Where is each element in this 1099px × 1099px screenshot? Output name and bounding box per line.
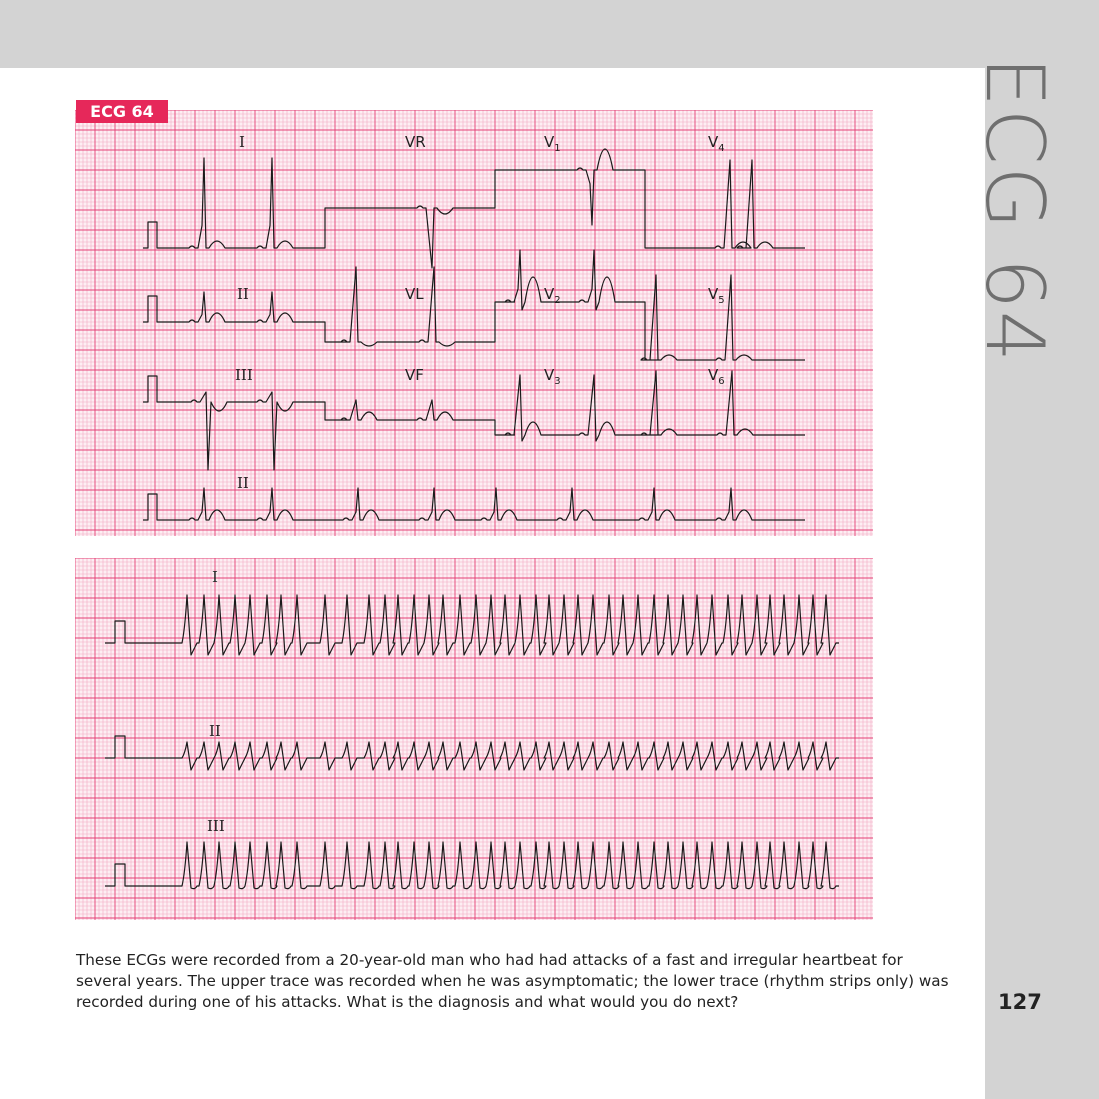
lead-label-VF: VF	[405, 366, 424, 384]
lead-label-II: II	[237, 285, 249, 303]
lead-label-V4: $V_4$	[708, 133, 725, 154]
lead-label-II-rhythm: II	[237, 474, 249, 492]
lead-label-V2: $V_2$	[544, 285, 561, 306]
ecg-grid	[75, 110, 873, 536]
lead-label-V5: $V_5$	[708, 285, 725, 306]
ecg-lower-rhythm-strips	[75, 558, 873, 920]
top-band	[0, 0, 1099, 68]
lead-label-III: III	[235, 366, 253, 384]
lead-label-V6: $V_6$	[708, 366, 725, 387]
lead-label-VL: VL	[405, 285, 424, 303]
lead-label-V1: $V_1$	[544, 133, 561, 154]
lead-label-II: II	[209, 722, 221, 740]
lead-label-V3: $V_3$	[544, 366, 561, 387]
lead-label-I: I	[239, 133, 245, 151]
ecg-tag: ECG 64	[76, 100, 168, 123]
lead-label-VR: VR	[405, 133, 426, 151]
figure-caption: These ECGs were recorded from a 20-year-old man who had had attacks of a fast and irregular heartbeat for several years. The upper trace was recorded when he was asymptomatic; the lower trace (rhythm strips only) was recorded during one of his attacks. What is the diagnosis and what would you do next?	[76, 951, 949, 1011]
lead-label-III: III	[207, 817, 225, 835]
lead-label-I: I	[212, 568, 218, 586]
ecg-upper-12-lead	[75, 110, 873, 536]
page-number: 127	[998, 990, 1042, 1014]
side-title: ECG 64	[968, 56, 1061, 364]
